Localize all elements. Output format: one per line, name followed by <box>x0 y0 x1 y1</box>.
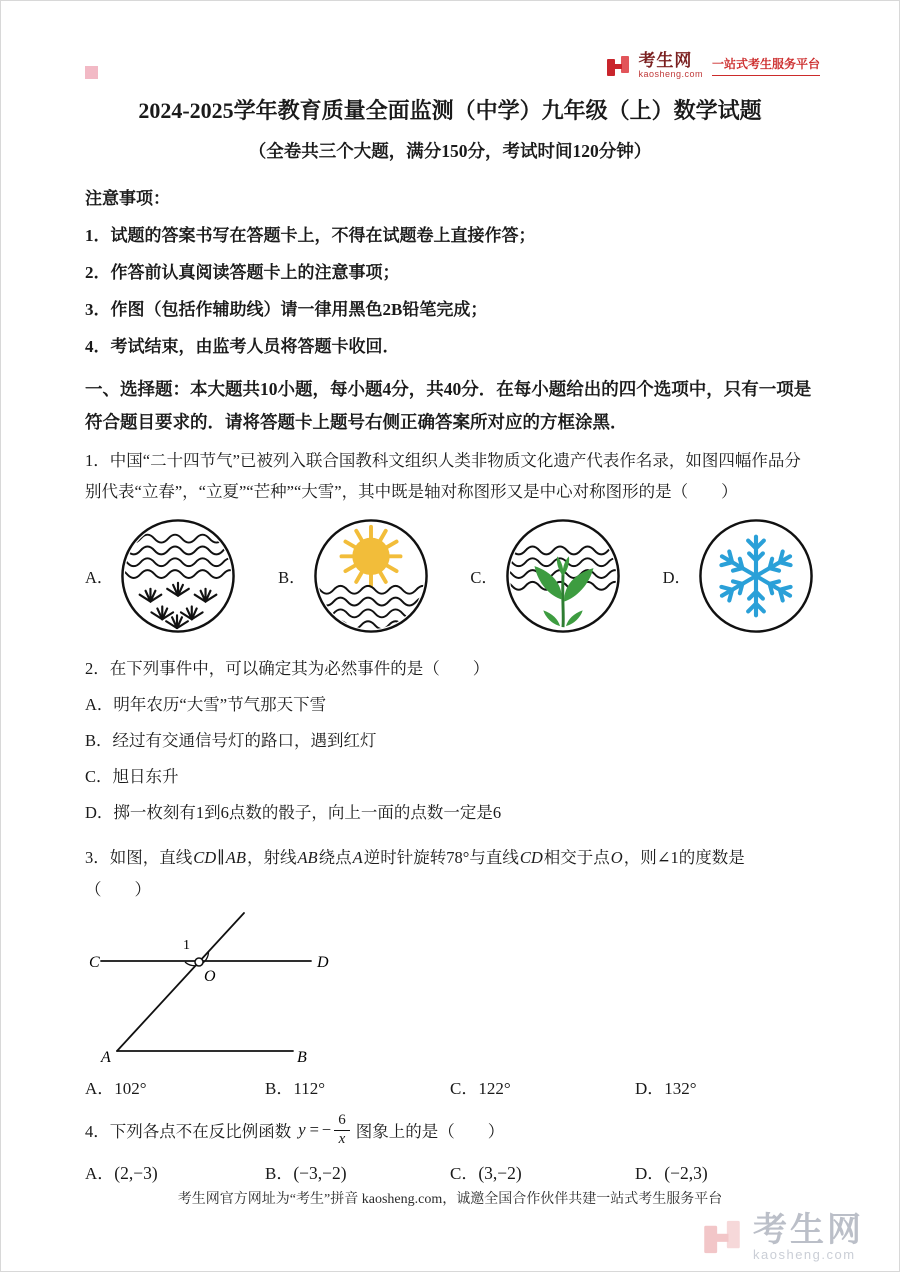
question-4 <box>85 1107 815 1190</box>
brand-text <box>638 52 703 79</box>
notice-item-4: 4．考试结束，由监考人员将答题卡收回． <box>85 337 400 356</box>
q3-parallel-lines-figure <box>87 909 337 1064</box>
q3-option-b: B．112° <box>265 1079 326 1098</box>
q2-option-c: C．旭日东升 <box>85 767 179 786</box>
q1-option-c <box>470 517 622 635</box>
kaosheng-logo-icon <box>605 53 631 79</box>
q3-option-c: C．122° <box>450 1079 511 1098</box>
label-angle-1: 1 <box>183 938 190 953</box>
watermark-domain: kaosheng.com <box>753 1247 856 1263</box>
watermark-name: 考生网 <box>753 1210 864 1249</box>
section-1-heading: 一、选择题：本大题共10小题，每小题4分，共40分．在每小题给出的四个选项中，只有一项是符合题目要求的．请将答题卡上题号右侧正确答案所对应的方框涂黑． <box>85 379 812 432</box>
notice-item-2: 2．作答前认真阅读答题卡上的注意事项； <box>85 263 400 282</box>
notice-heading: 注意事项： <box>85 189 170 208</box>
plant-stem <box>563 574 564 627</box>
watermark-text <box>753 1210 864 1263</box>
paper-title: 2024-2025学年教育质量全面监测（中学）九年级（上）数学试题 <box>138 98 762 123</box>
brand-name: 考生网 <box>638 51 693 70</box>
label-C: C <box>89 954 100 971</box>
q1-option-b-label: B． <box>278 568 306 587</box>
q1-option-a-label: A． <box>85 568 114 587</box>
brand-tagline: 一站式考生服务平台 <box>712 55 820 76</box>
q1-option-d <box>663 517 815 635</box>
header-brand <box>605 52 820 79</box>
point-O-marker <box>195 958 203 966</box>
q1-option-b <box>278 517 430 635</box>
label-O: O <box>204 968 216 985</box>
question-1-text: 1．中国“二十四节气”已被列入联合国教科文组织人类非物质文化遗产代表作名录，如图四幅作品分别代表“立春”，“立夏”“芒种”“大雪”，其中既是轴对称图形又是中心对称图形的是（ ） <box>85 451 801 501</box>
q1-option-d-label: D． <box>662 568 691 587</box>
lichun-waves-grass-figure <box>119 517 237 635</box>
question-3-answer-paren: （ ） <box>85 880 151 899</box>
kaosheng-watermark-logo-icon <box>701 1216 743 1258</box>
q3-option-d: D．132° <box>635 1079 697 1098</box>
notice-item-1: 1．试题的答案书写在答题卡上，不得在试题卷上直接作答； <box>85 226 536 245</box>
snowflake-icon <box>718 537 794 616</box>
label-D: D <box>317 954 329 971</box>
question-3-text: 3．如图，直线CD∥AB，射线AB绕点A逆时针旋转78°与直线CD相交于点O，则∠1的度数是 <box>85 848 745 867</box>
q2-option-a: A．明年农历“大雪”节气那天下雪 <box>85 695 327 714</box>
notice-item-3: 3．作图（包括作辅助线）请一律用黑色2B铅笔完成； <box>85 300 488 319</box>
q3-option-a: A．102° <box>85 1079 147 1098</box>
brand-domain: kaosheng.com <box>638 68 703 79</box>
page-footer: 考生网官方网址为“考生”拼音 kaosheng.com，诚邀全国合作伙伴共建一站式考生服务平台 <box>177 1192 723 1207</box>
mangzhong-plant-waves-figure <box>504 517 622 635</box>
question-1-figures <box>85 517 815 635</box>
watermark-square-topleft <box>85 66 98 79</box>
paper-subtitle: （全卷共三个大题，满分150分，考试时间120分钟） <box>248 141 652 161</box>
watermark-bottom-right <box>701 1210 864 1263</box>
inverse-proportion-formula: y = − $\frac{6}{x}$ <box>297 1112 349 1148</box>
q2-option-d: D．掷一枚刻有1到6点数的骰子，向上一面的点数一定是6 <box>85 803 502 822</box>
label-A: A <box>101 1049 111 1064</box>
lixia-sun-waves-figure <box>312 517 430 635</box>
q2-option-b: B．经过有交通信号灯的路口，遇到红灯 <box>85 731 377 750</box>
q1-option-c-label: C． <box>470 568 498 587</box>
question-2 <box>85 651 815 831</box>
q4-option-b: B．(−3,−2) <box>265 1163 347 1183</box>
q1-option-a <box>85 517 237 635</box>
q4-option-a: A．(2,−3) <box>85 1163 158 1183</box>
sun-icon <box>352 538 389 575</box>
label-B: B <box>297 1049 307 1064</box>
daxue-snowflake-figure <box>697 517 815 635</box>
notice-section <box>85 180 815 365</box>
q4-options-row <box>85 1157 815 1190</box>
q4-option-c: C．(3,−2) <box>450 1163 522 1183</box>
q4-option-d: D．(−2,3) <box>635 1163 708 1183</box>
q3-options-row <box>85 1073 815 1105</box>
question-3 <box>85 841 815 1105</box>
question-2-text: 2．在下列事件中，可以确定其为必然事件的是（ ） <box>85 659 490 678</box>
question-4-text: 4．下列各点不在反比例函数 y = − $\frac{6}{x}$ 图象上的是（ ） <box>85 1112 505 1147</box>
